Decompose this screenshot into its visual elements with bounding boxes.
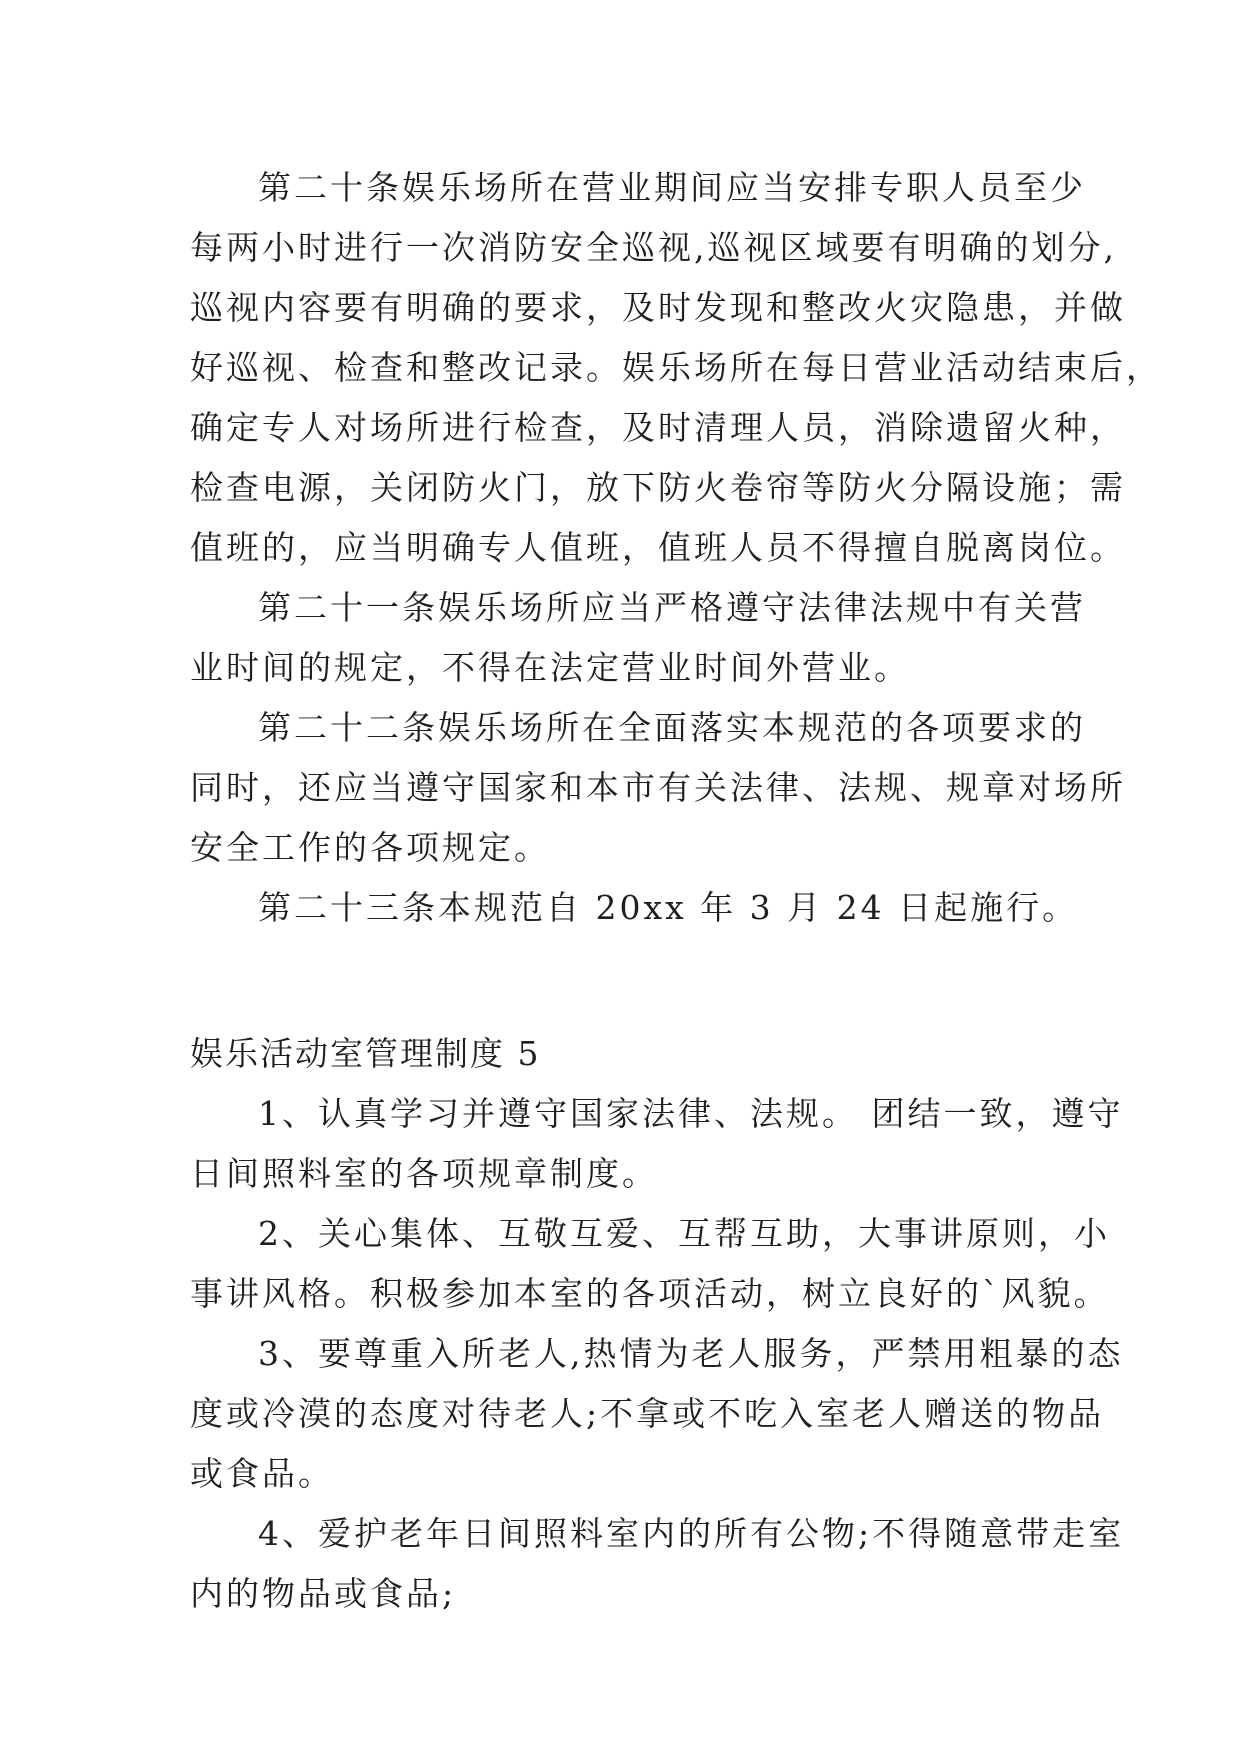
section-spacer bbox=[190, 938, 1241, 1024]
text-line: 第二十二条娱乐场所在全面落实本规范的各项要求的 bbox=[258, 708, 1086, 747]
text-line: 日间照料室的各项规章制度。 bbox=[190, 1154, 658, 1193]
text-line: 安全工作的各项规定。 bbox=[190, 828, 550, 867]
text-line: 内的物品或食品; bbox=[190, 1574, 457, 1613]
text-line: 或食品。 bbox=[190, 1454, 334, 1493]
section-heading: 娱乐活动室管理制度 5 bbox=[190, 1034, 541, 1073]
text-line: 事讲风格。积极参加本室的各项活动，树立良好的`风貌。 bbox=[190, 1274, 1110, 1313]
text-line: 第二十三条本规范自 20xx 年 3 月 24 日起施行。 bbox=[258, 888, 1079, 927]
text-line: 4、爱护老年日间照料室内的所有公物;不得随意带走室 bbox=[258, 1514, 1125, 1553]
article-22-paragraph bbox=[190, 698, 1241, 878]
document-body bbox=[190, 158, 1241, 1624]
text-line: 值班的，应当明确专人值班，值班人员不得擅自脱离岗位。 bbox=[190, 528, 1126, 567]
rule-1-paragraph bbox=[190, 1084, 1241, 1204]
text-line: 巡视内容要有明确的要求，及时发现和整改火灾隐患，并做 bbox=[190, 288, 1126, 327]
text-line: 第二十条娱乐场所在营业期间应当安排专职人员至少 bbox=[258, 168, 1086, 207]
text-line: 1、认真学习并遵守国家法律、法规。 团结一致，遵守 bbox=[258, 1094, 1124, 1133]
text-line: 第二十一条娱乐场所应当严格遵守法律法规中有关营 bbox=[258, 588, 1086, 627]
article-20-paragraph bbox=[190, 158, 1241, 578]
article-21-paragraph bbox=[190, 578, 1241, 698]
text-line: 业时间的规定，不得在法定营业时间外营业。 bbox=[190, 648, 910, 687]
text-line: 2、关心集体、互敬互爱、互帮互助，大事讲原则，小 bbox=[258, 1214, 1110, 1253]
rule-2-paragraph bbox=[190, 1204, 1241, 1324]
text-line: 检查电源，关闭防火门，放下防火卷帘等防火分隔设施；需 bbox=[190, 468, 1126, 507]
rule-3-paragraph bbox=[190, 1324, 1241, 1504]
text-line: 每两小时进行一次消防安全巡视,巡视区域要有明确的划分, bbox=[190, 228, 1117, 267]
text-line: 好巡视、检查和整改记录。娱乐场所在每日营业活动结束后， bbox=[190, 348, 1162, 387]
text-line: 3、要尊重入所老人,热情为老人服务，严禁用粗暴的态 bbox=[258, 1334, 1124, 1373]
article-23-paragraph bbox=[190, 878, 1241, 938]
text-line: 度或冷漠的态度对待老人;不拿或不吃入室老人赠送的物品 bbox=[190, 1394, 1105, 1433]
rule-4-paragraph bbox=[190, 1504, 1241, 1624]
text-line: 同时，还应当遵守国家和本市有关法律、法规、规章对场所 bbox=[190, 768, 1126, 807]
text-line: 确定专人对场所进行检查，及时清理人员，消除遗留火种， bbox=[190, 408, 1126, 447]
